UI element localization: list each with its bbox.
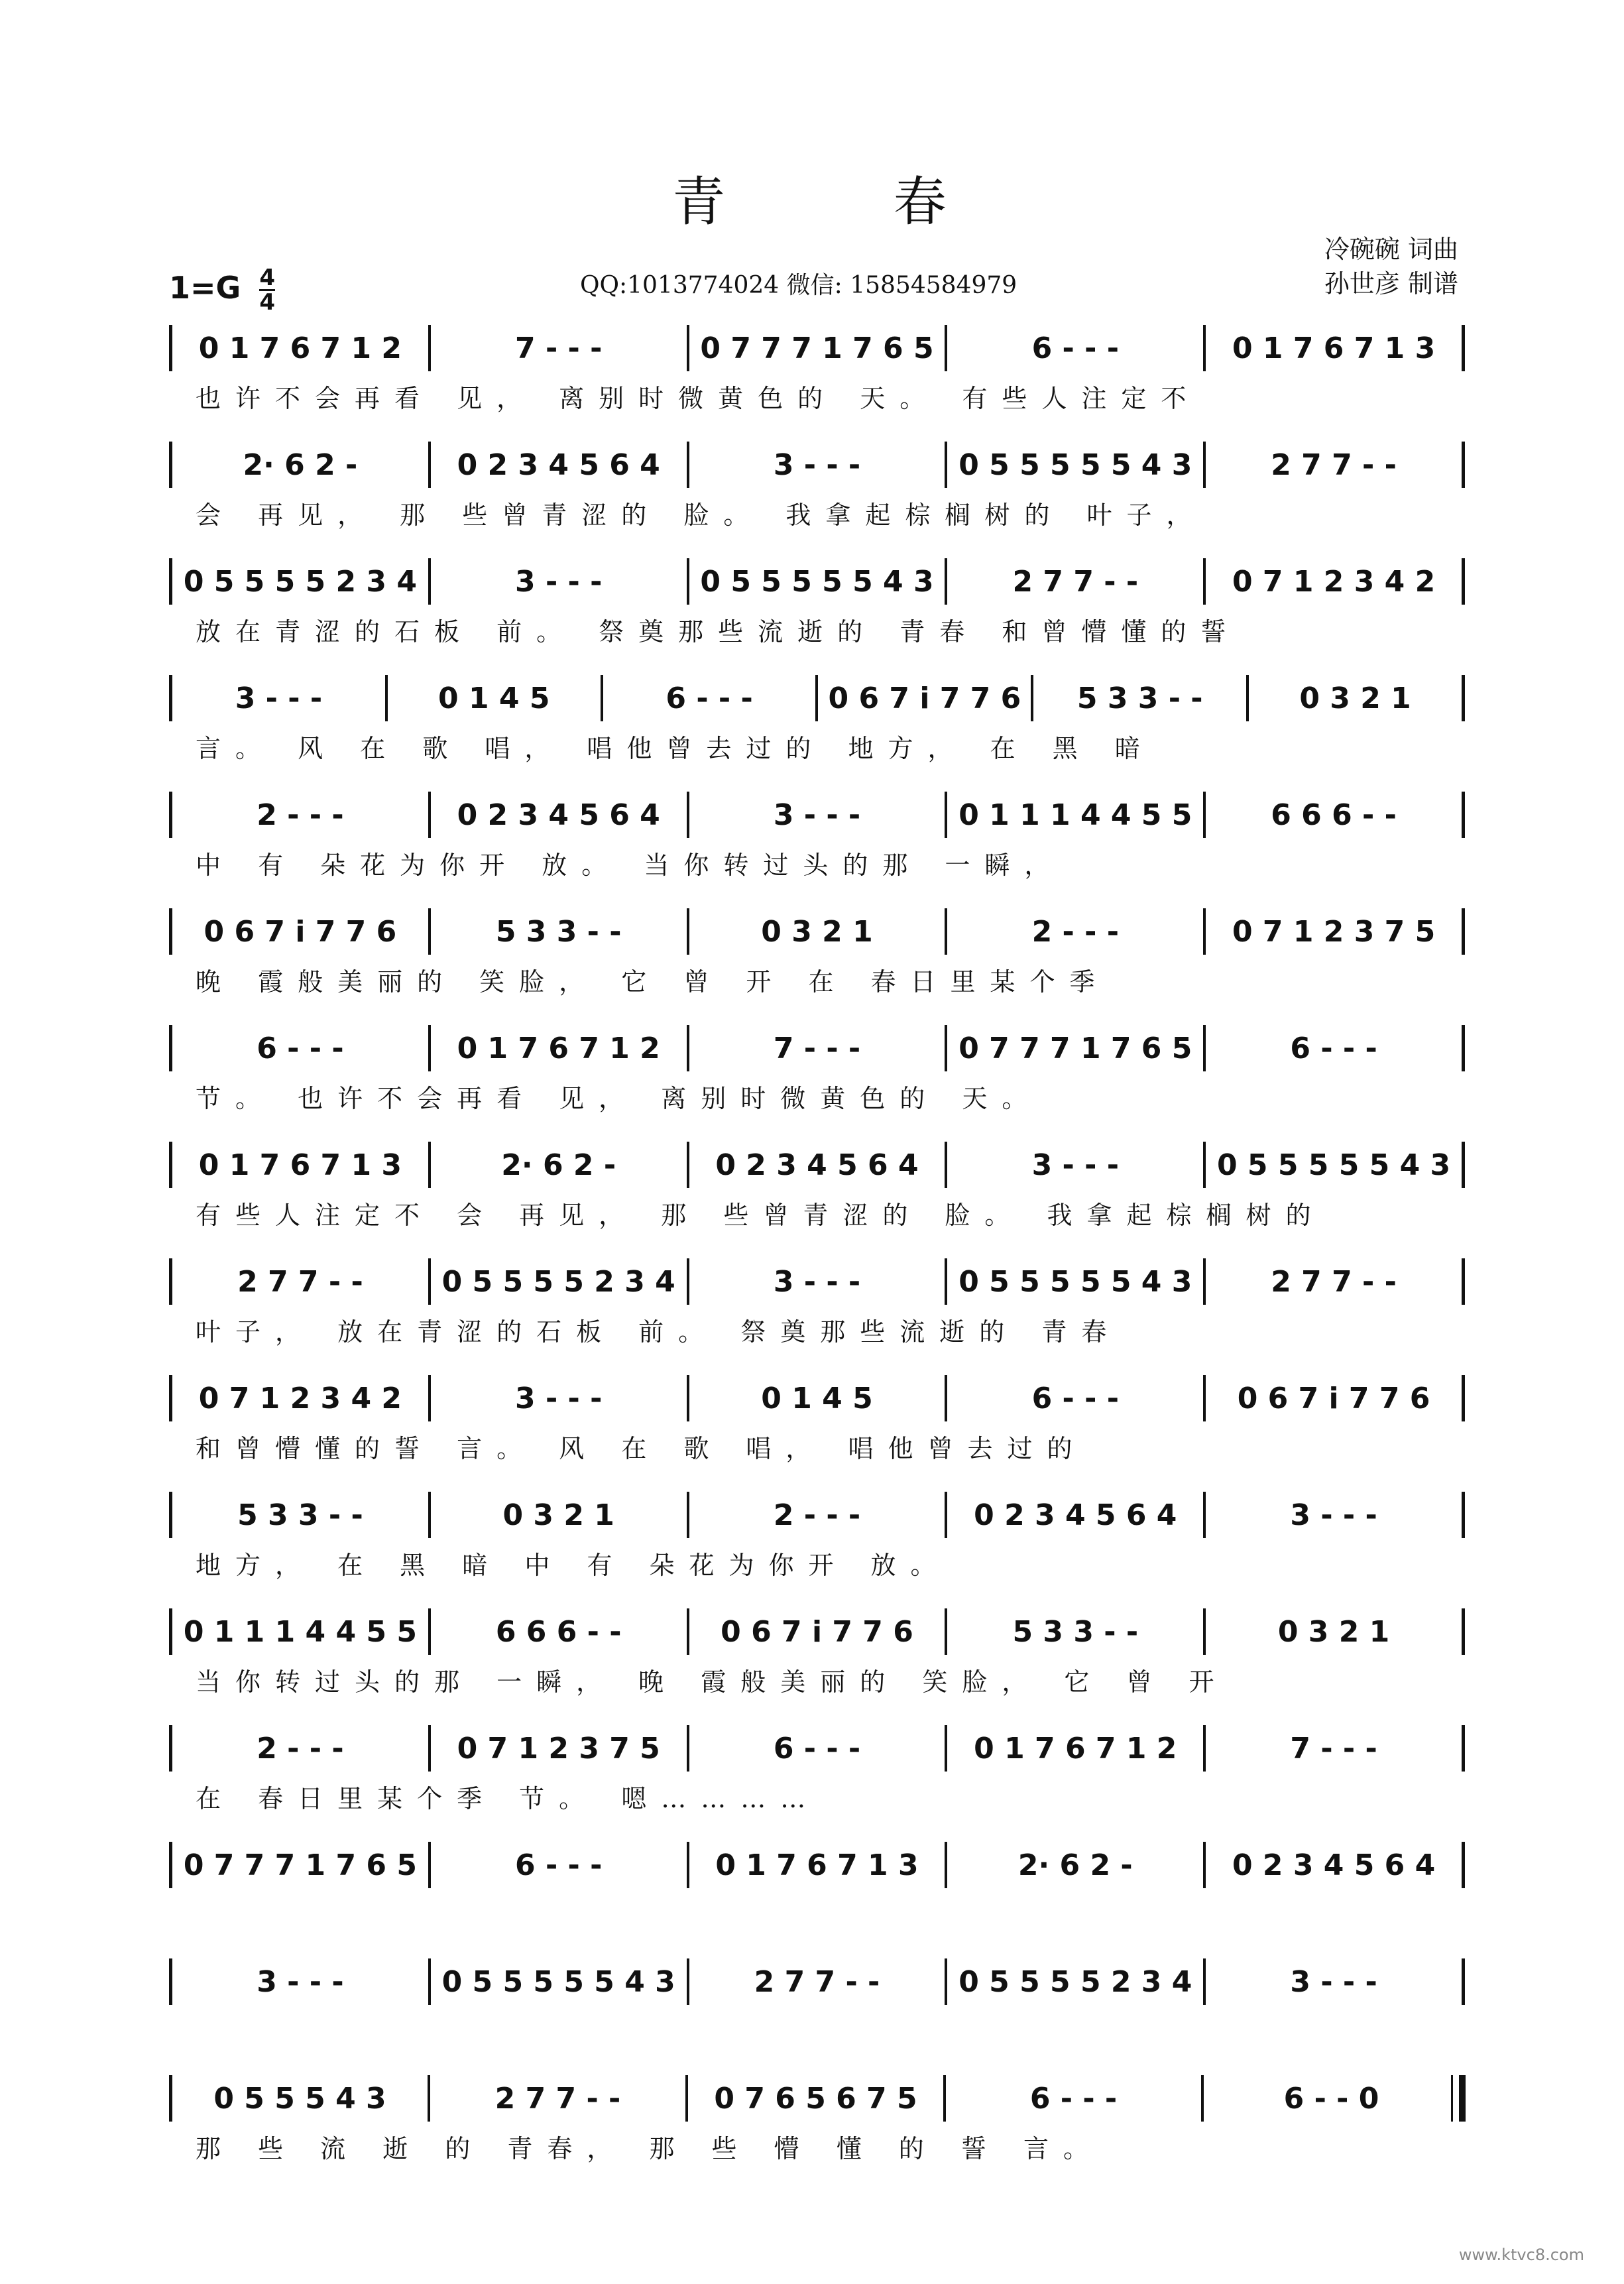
lyrics-line xyxy=(169,1895,1458,1935)
measure: 6 6 6 - - xyxy=(1271,798,1397,832)
measure: 6 - - 0 xyxy=(1204,2075,1462,2122)
final-barline xyxy=(1451,2075,1466,2122)
measure: 6 - - - xyxy=(1290,1031,1377,1065)
staff-system xyxy=(169,558,1458,658)
measure: 0 1 7 6 7 1 3 xyxy=(689,1842,948,1888)
measure: 0 6 7 i 7 7 6 xyxy=(1237,1381,1430,1415)
lyrics-line: 地方， 在 黑 暗 中 有 朵花为你开 放。 xyxy=(196,1551,951,1580)
staff-system xyxy=(169,675,1458,774)
time-signature xyxy=(259,267,275,314)
measure: 3 - - - xyxy=(689,792,948,838)
measure: 0 6 7 i 7 7 6 xyxy=(172,908,431,955)
measure: 0 5 5 5 4 3 xyxy=(172,2075,430,2122)
measure: 0 2 3 4 5 6 4 xyxy=(689,1142,948,1188)
staff-system xyxy=(169,1492,1458,1591)
lyrics-line: 放在青涩的石板 前。 祭奠那些流逝的 青春 和曾懵懂的誓 xyxy=(196,617,1241,646)
staff-system xyxy=(169,1025,1458,1124)
lyrics-line: 在 春日里某个季 节。 嗯………… xyxy=(196,1784,821,1813)
staff-system xyxy=(169,325,1458,424)
measure: 0 3 2 1 xyxy=(1277,1614,1390,1649)
notes-row xyxy=(169,2075,1465,2122)
notes-row xyxy=(169,1025,1465,1071)
measure: 0 7 1 2 3 4 2 xyxy=(172,1375,431,1421)
measure: 3 - - - xyxy=(1290,1964,1377,1999)
measure: 2 7 7 - - xyxy=(430,2075,688,2122)
measure: 0 6 7 i 7 7 6 xyxy=(689,1608,948,1655)
staff-system xyxy=(169,2075,1458,2175)
lyrics-line xyxy=(169,2012,1458,2051)
measure: 0 2 3 4 5 6 4 xyxy=(1232,1848,1436,1882)
measure: 0 5 5 5 5 5 4 3 xyxy=(689,558,948,605)
measure: 5 3 3 - - xyxy=(947,1608,1206,1655)
time-bottom: 4 xyxy=(259,289,275,316)
measure: 0 2 3 4 5 6 4 xyxy=(431,792,689,838)
title-char-1: 青 xyxy=(672,171,731,233)
measure: 6 - - - xyxy=(946,2075,1204,2122)
measure: 0 3 2 1 xyxy=(431,1492,689,1538)
title-char-2: 春 xyxy=(893,171,952,233)
measure: 3 - - - xyxy=(947,1142,1206,1188)
lyrics-line: 晚 霞般美丽的 笑脸， 它 曾 开 在 春日里某个季 xyxy=(196,967,1110,996)
watermark: www.ktvc8.com xyxy=(1458,2246,1584,2264)
measure: 2· 6 2 - xyxy=(431,1142,689,1188)
measure: 0 5 5 5 5 2 3 4 xyxy=(431,1258,689,1305)
staff-system xyxy=(169,908,1458,1008)
measure: 0 3 2 1 xyxy=(689,908,948,955)
measure: 0 7 7 7 1 7 6 5 xyxy=(689,325,948,371)
measure: 2· 6 2 - xyxy=(172,442,431,488)
measure: 6 - - - xyxy=(172,1025,431,1071)
measure: 0 5 5 5 5 5 4 3 xyxy=(1217,1148,1451,1182)
lyrics-line: 那 些 流 逝 的 青春， 那 些 懵 懂 的 誓 言。 xyxy=(196,2134,1103,2163)
credit-lyrics-music: 冷碗碗 词曲 xyxy=(1324,235,1458,264)
measure: 2 7 7 - - xyxy=(947,558,1206,605)
measure: 2 7 7 - - xyxy=(172,1258,431,1305)
measure: 0 7 7 7 1 7 6 5 xyxy=(947,1025,1206,1071)
notes-row xyxy=(169,442,1465,488)
measure: 7 - - - xyxy=(431,325,689,371)
measure: 6 - - - xyxy=(947,325,1206,371)
measure: 6 - - - xyxy=(603,675,819,721)
measure: 0 1 7 6 7 1 2 xyxy=(172,325,431,371)
measure: 0 7 7 7 1 7 6 5 xyxy=(172,1842,431,1888)
notes-row xyxy=(169,1258,1465,1305)
staff-system xyxy=(169,1375,1458,1474)
measure: 2 7 7 - - xyxy=(689,1958,948,2005)
measure: 0 1 1 1 4 4 5 5 xyxy=(172,1608,431,1655)
measure: 0 2 3 4 5 6 4 xyxy=(947,1492,1206,1538)
measure: 6 6 6 - - xyxy=(431,1608,689,1655)
lyrics-line: 叶子， 放在青涩的石板 前。 祭奠那些流逝的 青春 xyxy=(196,1317,1122,1347)
notes-row xyxy=(169,1842,1465,1888)
lyrics-line: 当你转过头的那 一瞬， 晚 霞般美丽的 笑脸， 它 曾 开 xyxy=(196,1667,1229,1697)
time-top: 4 xyxy=(259,265,275,291)
measure: 6 - - - xyxy=(947,1375,1206,1421)
lyrics-line: 也许不会再看 见， 离别时微黄色的 天。 有些人注定不 xyxy=(196,384,1201,413)
measure: 0 5 5 5 5 2 3 4 xyxy=(947,1958,1206,2005)
measure: 0 1 4 5 xyxy=(689,1375,948,1421)
measure: 6 - - - xyxy=(431,1842,689,1888)
measure: 0 2 3 4 5 6 4 xyxy=(431,442,689,488)
measure: 7 - - - xyxy=(1290,1731,1377,1766)
measure: 3 - - - xyxy=(689,442,948,488)
notes-row xyxy=(169,1375,1465,1421)
notes-row xyxy=(169,1142,1465,1188)
lyrics-line: 中 有 朵花为你开 放。 当你转过头的那 一瞬， xyxy=(196,851,1065,880)
notes-row xyxy=(169,558,1465,605)
measure: 3 - - - xyxy=(689,1258,948,1305)
measure: 6 - - - xyxy=(689,1725,948,1772)
lyrics-line: 会 再见， 那 些曾青涩的 脸。 我拿起棕榈树的 叶子， xyxy=(196,501,1206,530)
notes-row xyxy=(169,325,1465,371)
notes-row xyxy=(169,675,1465,721)
measure: 0 1 7 6 7 1 3 xyxy=(172,1142,431,1188)
notes-row xyxy=(169,1958,1465,2005)
measure: 3 - - - xyxy=(431,1375,689,1421)
notes-row xyxy=(169,1608,1465,1655)
measure: 0 7 1 2 3 7 5 xyxy=(1232,914,1436,949)
contact-info: QQ:1013774024 微信: 15854584979 xyxy=(580,272,1017,299)
measure: 3 - - - xyxy=(1290,1498,1377,1532)
measure: 2 - - - xyxy=(172,792,431,838)
measure: 3 - - - xyxy=(431,558,689,605)
measure: 7 - - - xyxy=(689,1025,948,1071)
measure: 0 7 1 2 3 7 5 xyxy=(431,1725,689,1772)
staff-system xyxy=(169,1725,1458,1825)
staff-system xyxy=(169,442,1458,541)
measure: 0 1 1 1 4 4 5 5 xyxy=(947,792,1206,838)
measure: 0 7 1 2 3 4 2 xyxy=(1232,564,1436,599)
notes-row xyxy=(169,908,1465,955)
measure: 0 1 7 6 7 1 2 xyxy=(947,1725,1206,1772)
song-title xyxy=(0,159,1624,235)
staff-system xyxy=(169,792,1458,891)
notes-row xyxy=(169,1492,1465,1538)
measure: 0 1 4 5 xyxy=(388,675,603,721)
measure: 0 3 2 1 xyxy=(1299,681,1411,715)
measure: 5 3 3 - - xyxy=(172,1492,431,1538)
staff-system xyxy=(169,1958,1458,2058)
measure: 0 7 6 5 6 7 5 xyxy=(688,2075,946,2122)
staff-system xyxy=(169,1608,1458,1708)
measure: 0 5 5 5 5 5 4 3 xyxy=(947,1258,1206,1305)
measure: 2 - - - xyxy=(172,1725,431,1772)
lyrics-line: 有些人注定不 会 再见， 那 些曾青涩的 脸。 我拿起棕榈树的 xyxy=(196,1201,1326,1230)
lyrics-line: 言。 风 在 歌 唱， 唱他曾去过的 地方， 在 黑 暗 xyxy=(196,734,1155,763)
credit-notation: 孙世彦 制谱 xyxy=(1324,269,1458,298)
credits xyxy=(1324,232,1458,301)
measure: 5 3 3 - - xyxy=(431,908,689,955)
measure: 0 1 7 6 7 1 3 xyxy=(1232,331,1436,365)
measure: 0 5 5 5 5 2 3 4 xyxy=(172,558,431,605)
measure: 2 - - - xyxy=(947,908,1206,955)
measure: 3 - - - xyxy=(172,1958,431,2005)
staff-system xyxy=(169,1258,1458,1358)
measure: 2 - - - xyxy=(689,1492,948,1538)
measure: 0 6 7 i 7 7 6 xyxy=(818,675,1033,721)
notes-row xyxy=(169,792,1465,838)
staff-system xyxy=(169,1142,1458,1241)
measure: 2 7 7 - - xyxy=(1271,1264,1397,1299)
staff-system xyxy=(169,1842,1458,1941)
lyrics-line: 和曾懵懂的誓 言。 风 在 歌 唱， 唱他曾去过的 xyxy=(196,1434,1087,1463)
key-label: 1=G xyxy=(169,270,241,306)
measure: 0 5 5 5 5 5 4 3 xyxy=(431,1958,689,2005)
key-signature xyxy=(169,267,275,314)
measure: 2 7 7 - - xyxy=(1271,448,1397,482)
measure: 0 5 5 5 5 5 4 3 xyxy=(947,442,1206,488)
measure: 5 3 3 - - xyxy=(1033,675,1249,721)
notes-row xyxy=(169,1725,1465,1772)
measure: 0 1 7 6 7 1 2 xyxy=(431,1025,689,1071)
measure: 3 - - - xyxy=(172,675,388,721)
lyrics-line: 节。 也许不会再看 见， 离别时微黄色的 天。 xyxy=(196,1084,1042,1113)
measure: 2· 6 2 - xyxy=(947,1842,1206,1888)
